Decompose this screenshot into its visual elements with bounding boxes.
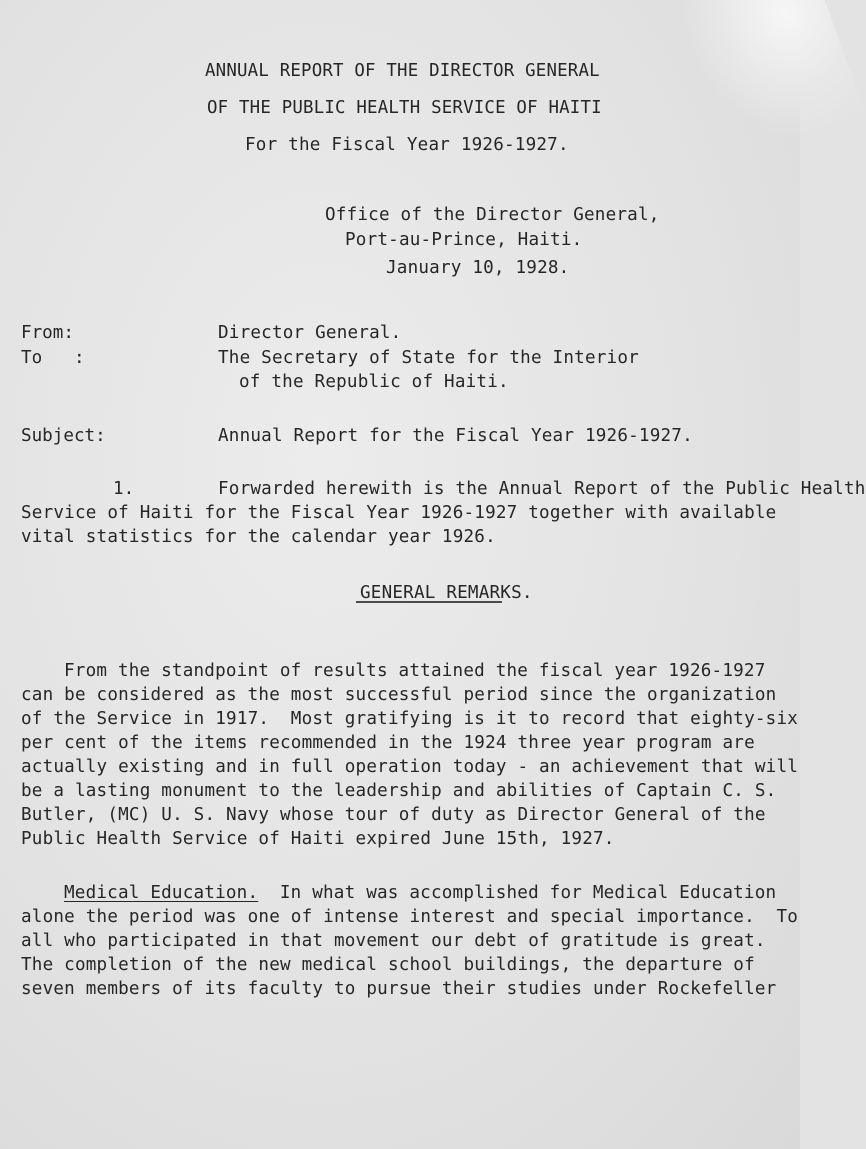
- paragraph-2-line-8: Public Health Service of Haiti expired June 15th, 1927.: [21, 829, 615, 849]
- paragraph-1-line-2: Service of Haiti for the Fiscal Year 1926-1927 together with available: [21, 503, 777, 523]
- paragraph-2-line-7: Butler, (MC) U. S. Navy whose tour of duty as Director General of the: [21, 805, 766, 825]
- paragraph-2-line-1: From the standpoint of results attained the fiscal year 1926-1927: [64, 661, 766, 681]
- paragraph-3-line-1-rest: In what was accomplished for Medical Education: [258, 883, 777, 903]
- to-value: The Secretary of State for the Interior: [218, 348, 639, 368]
- from-value: Director General.: [218, 323, 402, 343]
- subject-label: Subject:: [21, 426, 106, 446]
- section-title: GENERAL REMARKS.: [360, 583, 533, 603]
- paragraph-2-line-3: of the Service in 1917. Most gratifying is it to record that eighty-six: [21, 709, 799, 729]
- paragraph-2-line-2: can be considered as the most successful period since the organization: [21, 685, 777, 705]
- paragraph-number: 1.: [113, 479, 135, 499]
- to-label: To :: [21, 348, 85, 368]
- paragraph-3-line-4: The completion of the new medical school buildings, the departure of: [21, 955, 755, 975]
- paragraph-3-line-1: [64, 883, 776, 903]
- paragraph-1-line-1: Forwarded herewith is the Annual Report of the Public Health: [218, 479, 866, 499]
- paragraph-3-line-3: all who participated in that movement our debt of gratitude is great.: [21, 931, 766, 951]
- paragraph-3-line-5: seven members of its faculty to pursue their studies under Rockefeller: [21, 979, 777, 999]
- office-location: Port-au-Prince, Haiti.: [345, 230, 583, 250]
- office-line: Office of the Director General,: [325, 205, 660, 225]
- paragraph-2-line-4: per cent of the items recommended in the 1924 three year program are: [21, 733, 755, 753]
- from-label: From:: [21, 323, 74, 343]
- medical-education-heading: Medical Education.: [64, 883, 259, 903]
- section-title-rule: [356, 601, 502, 603]
- subject-value: Annual Report for the Fiscal Year 1926-1927.: [218, 426, 693, 446]
- paragraph-3-line-2: alone the period was one of intense interest and special importance. To: [21, 907, 799, 927]
- office-date: January 10, 1928.: [386, 258, 570, 278]
- paragraph-1-line-3: vital statistics for the calendar year 1926.: [21, 527, 496, 547]
- paragraph-2-line-6: be a lasting monument to the leadership and abilities of Captain C. S.: [21, 781, 777, 801]
- paper-curl: [675, 0, 865, 159]
- report-fiscal-year: For the Fiscal Year 1926-1927.: [245, 135, 569, 155]
- report-title-line-2: OF THE PUBLIC HEALTH SERVICE OF HAITI: [207, 98, 602, 118]
- paragraph-2-line-5: actually existing and in full operation today - an achievement that will: [21, 757, 799, 777]
- to-value-continued: of the Republic of Haiti.: [239, 372, 509, 392]
- report-title-line-1: ANNUAL REPORT OF THE DIRECTOR GENERAL: [205, 61, 600, 81]
